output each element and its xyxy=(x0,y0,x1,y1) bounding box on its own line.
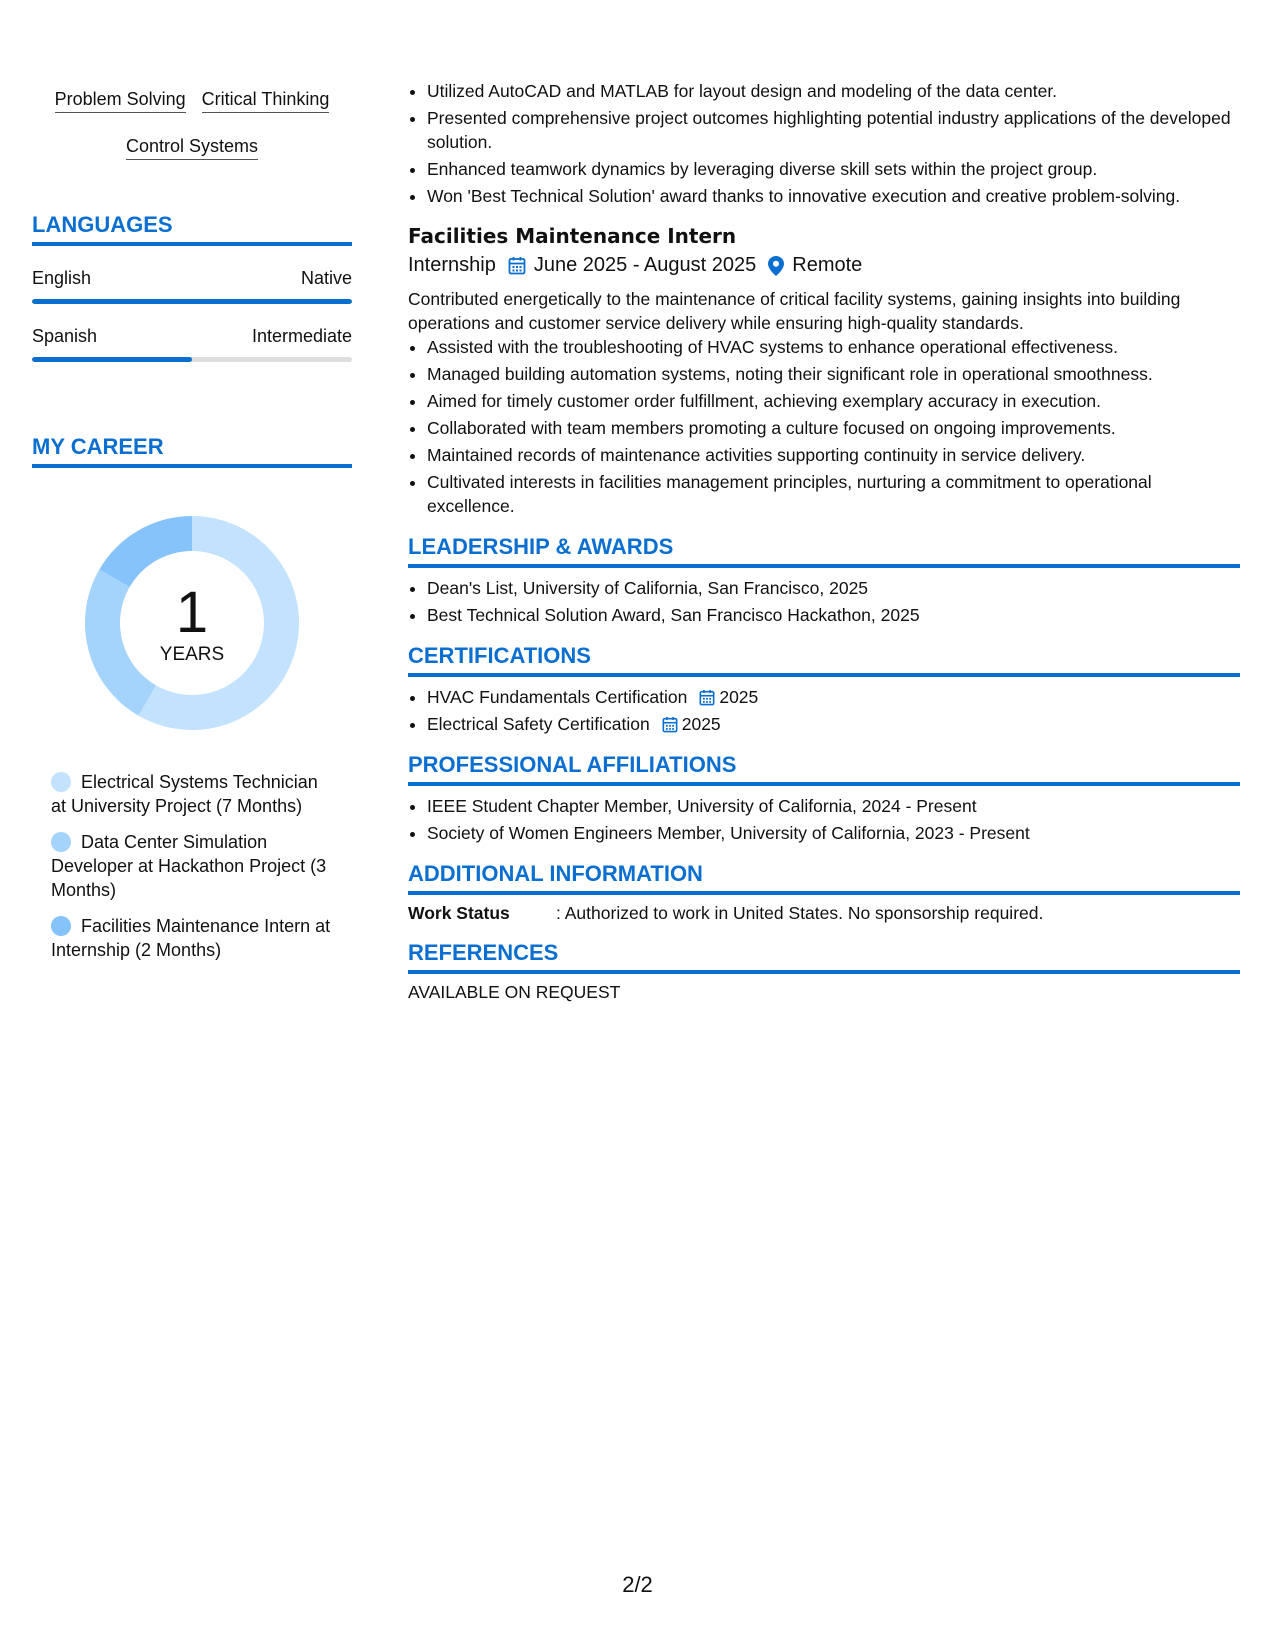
certification-name: • Electrical Safety Certification xyxy=(427,714,650,734)
calendar-icon xyxy=(662,716,678,733)
left-column xyxy=(32,84,352,974)
skill-tag: Critical Thinking xyxy=(202,90,330,113)
additional-info-section xyxy=(408,861,1240,924)
skill-tag: Problem Solving xyxy=(55,90,186,113)
language-bar xyxy=(32,357,352,362)
languages-title: LANGUAGES xyxy=(32,212,352,246)
job-company: Internship xyxy=(408,254,496,276)
career-donut-segment-2 xyxy=(99,516,192,587)
bullet-item: • Assisted with the troubleshooting of HVAC systems to enhance operational effectiveness. xyxy=(427,335,1240,359)
leadership-title: LEADERSHIP & AWARDS xyxy=(408,534,1240,568)
calendar-icon xyxy=(699,689,715,706)
career-donut-chart xyxy=(79,510,305,736)
certification-item xyxy=(427,712,1240,736)
career-legend-item xyxy=(51,914,331,962)
certification-item xyxy=(427,685,1240,709)
career-legend-item xyxy=(51,830,331,902)
career-section xyxy=(32,434,352,962)
certification-name: • HVAC Fundamentals Certification xyxy=(427,687,688,707)
language-bar xyxy=(32,299,352,304)
legend-dot-icon xyxy=(51,772,71,792)
language-item xyxy=(32,268,352,304)
bullet-item: • Enhanced teamwork dynamics by leveraging diverse skill sets within the project group. xyxy=(427,157,1240,181)
bullet-item: • Maintained records of maintenance activities supporting continuity in service delivery. xyxy=(427,443,1240,467)
certifications-title: CERTIFICATIONS xyxy=(408,643,1240,677)
career-legend-text: Data Center Simulation Developer at Hackathon Project (3 Months) xyxy=(51,832,327,900)
bullet-item: • Cultivated interests in facilities management principles, nurturing a commitment to operational excellence. xyxy=(427,470,1240,518)
bullet-item: • Aimed for timely customer order fulfillment, achieving exemplary accuracy in execution. xyxy=(427,389,1240,413)
career-years-unit: YEARS xyxy=(159,644,225,665)
references-title: REFERENCES xyxy=(408,940,1240,974)
language-item xyxy=(32,326,352,362)
affiliations-section xyxy=(408,752,1240,845)
skills-list xyxy=(32,84,352,178)
career-legend-text: Facilities Maintenance Intern at Internship (2 Months) xyxy=(51,916,331,960)
job-bullets xyxy=(408,335,1240,518)
affiliation-item: • IEEE Student Chapter Member, University of California, 2024 - Present xyxy=(427,794,1240,818)
references-text: AVAILABLE ON REQUEST xyxy=(408,982,621,1002)
certifications-section xyxy=(408,643,1240,736)
award-item: • Dean's List, University of California, San Francisco, 2025 xyxy=(427,576,1240,600)
job-meta xyxy=(408,254,1240,277)
right-column xyxy=(408,79,1240,1003)
bullet-item: • Collaborated with team members promoting a culture focused on ongoing improvements. xyxy=(427,416,1240,440)
job-location: Remote xyxy=(792,254,863,276)
previous-job-bullets xyxy=(408,79,1240,208)
language-level: Native xyxy=(300,268,352,288)
bullet-item: • Managed building automation systems, noting their significant role in operational smoothness. xyxy=(427,362,1240,386)
bullet-item: • Presented comprehensive project outcomes highlighting potential industry applications of the developed solution. xyxy=(427,106,1240,154)
award-item: • Best Technical Solution Award, San Francisco Hackathon, 2025 xyxy=(427,603,1240,627)
job-entry xyxy=(408,224,1240,518)
language-name: English xyxy=(32,268,92,288)
language-level: Intermediate xyxy=(251,326,352,346)
career-legend-text: Electrical Systems Technician at University Project (7 Months) xyxy=(51,772,318,816)
work-status-row xyxy=(408,903,1240,924)
page-number: 2/2 xyxy=(622,1572,653,1597)
work-status-value: : Authorized to work in United States. No sponsorship required. xyxy=(556,903,1044,923)
language-name: Spanish xyxy=(32,326,98,346)
career-legend xyxy=(32,770,352,962)
skill-tag: Control Systems xyxy=(126,137,258,160)
career-years-value: 1 xyxy=(175,580,209,645)
legend-dot-icon xyxy=(51,832,71,852)
career-title: MY CAREER xyxy=(32,434,352,468)
calendar-icon xyxy=(508,256,526,275)
language-bar-fill xyxy=(32,357,192,362)
job-description: Contributed energetically to the maintenance of critical facility systems, gaining insights into building operations and customer service delivery while ensuring high-quality standards. xyxy=(408,289,1181,333)
career-legend-item xyxy=(51,770,331,818)
leadership-section xyxy=(408,534,1240,627)
work-status-label: Work Status xyxy=(408,903,510,923)
references-section xyxy=(408,940,1240,1003)
legend-dot-icon xyxy=(51,916,71,936)
language-bar-fill xyxy=(32,299,352,304)
bullet-item: • Utilized AutoCAD and MATLAB for layout design and modeling of the data center. xyxy=(427,79,1240,103)
affiliations-title: PROFESSIONAL AFFILIATIONS xyxy=(408,752,1240,786)
bullet-item: • Won 'Best Technical Solution' award thanks to innovative execution and creative problem-solving. xyxy=(427,184,1240,208)
languages-section xyxy=(32,212,352,362)
certification-year: 2025 xyxy=(681,714,721,734)
affiliation-item: • Society of Women Engineers Member, University of California, 2023 - Present xyxy=(427,821,1240,845)
location-pin-icon xyxy=(768,256,784,276)
additional-info-title: ADDITIONAL INFORMATION xyxy=(408,861,1240,895)
job-dates: June 2025 - August 2025 xyxy=(533,254,757,276)
certification-year: 2025 xyxy=(719,687,759,707)
job-title: Facilities Maintenance Intern xyxy=(408,224,737,248)
